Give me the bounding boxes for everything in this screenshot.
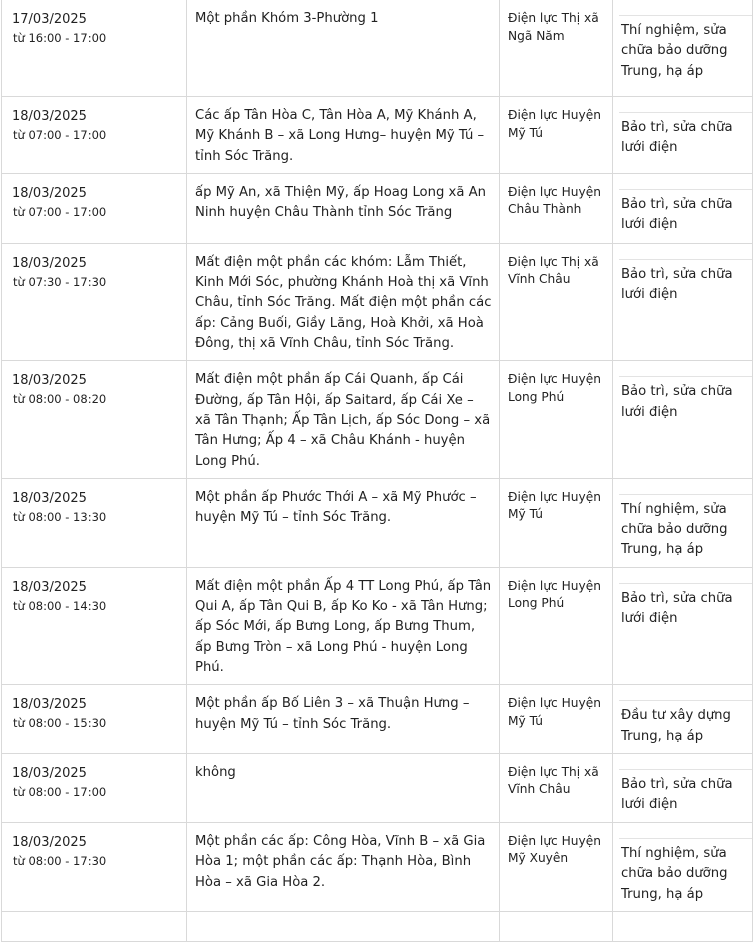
outage-date: 18/03/2025 xyxy=(12,579,87,595)
table-row xyxy=(2,0,753,97)
power-unit: Điện lực Huyện Châu Thành xyxy=(508,184,601,217)
work-cell xyxy=(613,911,753,941)
table-row xyxy=(2,822,753,911)
work-cell xyxy=(613,822,753,911)
outage-time: từ 08:00 - 15:30 xyxy=(13,716,107,731)
outage-date: 18/03/2025 xyxy=(12,697,87,713)
unit-cell xyxy=(500,243,613,360)
area-cell xyxy=(187,478,500,567)
unit-cell xyxy=(500,478,613,567)
date-time-cell xyxy=(2,911,187,941)
date-time-cell xyxy=(2,822,187,911)
outage-area: Các ấp Tân Hòa C, Tân Hòa A, Mỹ Khánh A, Mỹ Khánh B – xã Long Hưng– huyện Mỹ Tú – tỉnh Sóc Trăng. xyxy=(195,108,485,164)
outage-date: 18/03/2025 xyxy=(12,109,87,124)
work-cell xyxy=(613,478,753,567)
area-cell xyxy=(187,173,500,243)
power-unit: Điện lực Huyện Mỹ Tú xyxy=(508,696,601,728)
table-row xyxy=(2,478,753,567)
outage-area: Mất điện một phần các khóm: Lẫm Thiết, Kinh Mới Sóc, phường Khánh Hoà thị xã Vĩnh Châu, tỉnh Sóc Trăng. Mất điện một phần các ấp: Cảng Buối, Giầy Lăng, Hoà Khởi, xã Hoà Đông, thị xã Vĩnh Châu, tỉnh Sóc Trăng. xyxy=(195,254,492,352)
table-row xyxy=(2,97,753,174)
power-unit xyxy=(500,912,612,928)
outage-area: Mất điện một phần ấp Cái Quanh, ấp Cái Đường, ấp Tân Hội, ấp Saitard, ấp Cái Xe – xã Tân Thạnh; Ấp Tân Lịch, ấp Sóc Dong – xã Tân Hưng; Ấp 4 – xã Châu Khánh - huyện Long Phú. xyxy=(195,372,491,469)
work-cell xyxy=(613,243,753,360)
power-unit: Điện lực Huyện Mỹ Tú xyxy=(508,108,601,140)
unit-cell xyxy=(500,361,613,478)
outage-area: Một phần Khóm 3-Phường 1 xyxy=(195,11,379,26)
work-cell xyxy=(613,753,753,822)
outage-time: từ 08:00 - 08:20 xyxy=(13,392,107,407)
outage-time: từ 08:00 - 17:00 xyxy=(13,784,107,799)
outage-date: 18/03/2025 xyxy=(12,185,87,201)
work-reason: Bảo trì, sửa chữa lưới điện xyxy=(619,112,752,159)
work-reason: Bảo trì, sửa chữa lưới điện xyxy=(619,769,752,816)
outage-area: Một phần ấp Bố Liên 3 – xã Thuận Hưng – huyện Mỹ Tú – tỉnh Sóc Trăng. xyxy=(195,696,470,732)
date-time-cell xyxy=(2,361,187,478)
outage-date: 18/03/2025 xyxy=(12,765,87,781)
outage-time: từ 07:00 - 17:00 xyxy=(13,128,107,142)
power-unit: Điện lực Thị xã Vĩnh Châu xyxy=(508,764,599,797)
area-cell xyxy=(187,822,500,911)
outage-area: Mất điện một phần Ấp 4 TT Long Phú, ấp Tân Qui A, ấp Tân Qui B, ấp Ko Ko - xã Tân Hưng; ấp Sóc Mới, ấp Bưng Long, ấp Bưng Thum, ấp Bưng Tròn – xã Long Phú - huyện Long Phú. xyxy=(195,578,492,676)
work-reason: Đầu tư xây dựng Trung, hạ áp xyxy=(619,700,752,747)
unit-cell xyxy=(500,0,613,97)
date-time-cell xyxy=(2,173,187,243)
area-cell xyxy=(187,911,500,941)
outage-area xyxy=(187,912,499,927)
date-time-cell xyxy=(2,243,187,360)
date-time-cell xyxy=(2,478,187,567)
work-cell xyxy=(613,97,753,174)
unit-cell xyxy=(500,173,613,243)
table-row xyxy=(2,567,753,684)
unit-cell xyxy=(500,753,613,822)
outage-date: 18/03/2025 xyxy=(12,490,87,506)
outage-schedule-table xyxy=(1,0,753,942)
date-time-cell xyxy=(2,685,187,754)
outage-time: từ 08:00 - 14:30 xyxy=(13,598,107,613)
work-reason: Bảo trì, sửa chữa lưới điện xyxy=(619,376,752,423)
unit-cell xyxy=(500,97,613,174)
unit-cell xyxy=(500,567,613,684)
power-unit: Điện lực Huyện Mỹ Tú xyxy=(508,489,601,522)
outage-time: từ 07:00 - 17:00 xyxy=(13,204,107,219)
area-cell xyxy=(187,753,500,822)
outage-date xyxy=(2,912,186,922)
work-reason: Thí nghiệm, sửa chữa bảo dưỡng Trung, hạ áp xyxy=(619,838,752,905)
work-reason: Bảo trì, sửa chữa lưới điện xyxy=(619,259,752,306)
work-reason: Thí nghiệm, sửa chữa bảo dưỡng Trung, hạ áp xyxy=(619,15,752,82)
table-row xyxy=(2,911,753,941)
table-row xyxy=(2,243,753,360)
area-cell xyxy=(187,0,500,97)
work-reason: Bảo trì, sửa chữa lưới điện xyxy=(619,583,752,630)
power-unit: Điện lực Thị xã Vĩnh Châu xyxy=(508,254,599,287)
work-cell xyxy=(613,173,753,243)
date-time-cell xyxy=(2,97,187,174)
area-cell xyxy=(187,685,500,754)
table-row xyxy=(2,753,753,822)
outage-time: từ 16:00 - 17:00 xyxy=(13,31,107,45)
power-unit: Điện lực Huyện Mỹ Xuyên xyxy=(508,833,601,866)
outage-area: Một phần các ấp: Công Hòa, Vĩnh B – xã Gia Hòa 1; một phần các ấp: Thạnh Hòa, Bình Hòa – xã Gia Hòa 2. xyxy=(195,833,486,890)
date-time-cell xyxy=(2,753,187,822)
outage-time: từ 08:00 - 17:30 xyxy=(13,853,107,868)
date-time-cell xyxy=(2,567,187,684)
outage-area: không xyxy=(195,764,236,780)
unit-cell xyxy=(500,685,613,754)
power-unit: Điện lực Thị xã Ngã Năm xyxy=(508,11,599,43)
outage-area: Một phần ấp Phước Thới A – xã Mỹ Phước – huyện Mỹ Tú – tỉnh Sóc Trăng. xyxy=(195,489,477,526)
area-cell xyxy=(187,567,500,684)
work-cell xyxy=(613,685,753,754)
power-unit: Điện lực Huyện Long Phú xyxy=(508,372,601,404)
unit-cell xyxy=(500,911,613,941)
table-row xyxy=(2,173,753,243)
work-reason: Thí nghiệm, sửa chữa bảo dưỡng Trung, hạ áp xyxy=(619,494,752,561)
outage-date: 17/03/2025 xyxy=(12,12,87,27)
unit-cell xyxy=(500,822,613,911)
power-unit: Điện lực Huyện Long Phú xyxy=(508,578,601,611)
work-cell xyxy=(613,0,753,97)
area-cell xyxy=(187,97,500,174)
date-time-cell xyxy=(2,0,187,97)
outage-date: 18/03/2025 xyxy=(12,373,87,389)
area-cell xyxy=(187,243,500,360)
work-cell xyxy=(613,567,753,684)
outage-area: ấp Mỹ An, xã Thiện Mỹ, ấp Hoag Long xã An Ninh huyện Châu Thành tỉnh Sóc Trăng xyxy=(195,184,487,221)
table-row xyxy=(2,361,753,478)
outage-time: từ 07:30 - 17:30 xyxy=(13,274,107,289)
work-reason xyxy=(619,927,752,932)
table-row xyxy=(2,685,753,754)
table-body xyxy=(2,0,753,941)
work-cell xyxy=(613,361,753,478)
outage-date: 18/03/2025 xyxy=(12,834,87,850)
outage-date: 18/03/2025 xyxy=(12,255,87,271)
outage-time: từ 08:00 - 13:30 xyxy=(13,509,107,524)
work-reason: Bảo trì, sửa chữa lưới điện xyxy=(619,189,752,236)
area-cell xyxy=(187,361,500,478)
